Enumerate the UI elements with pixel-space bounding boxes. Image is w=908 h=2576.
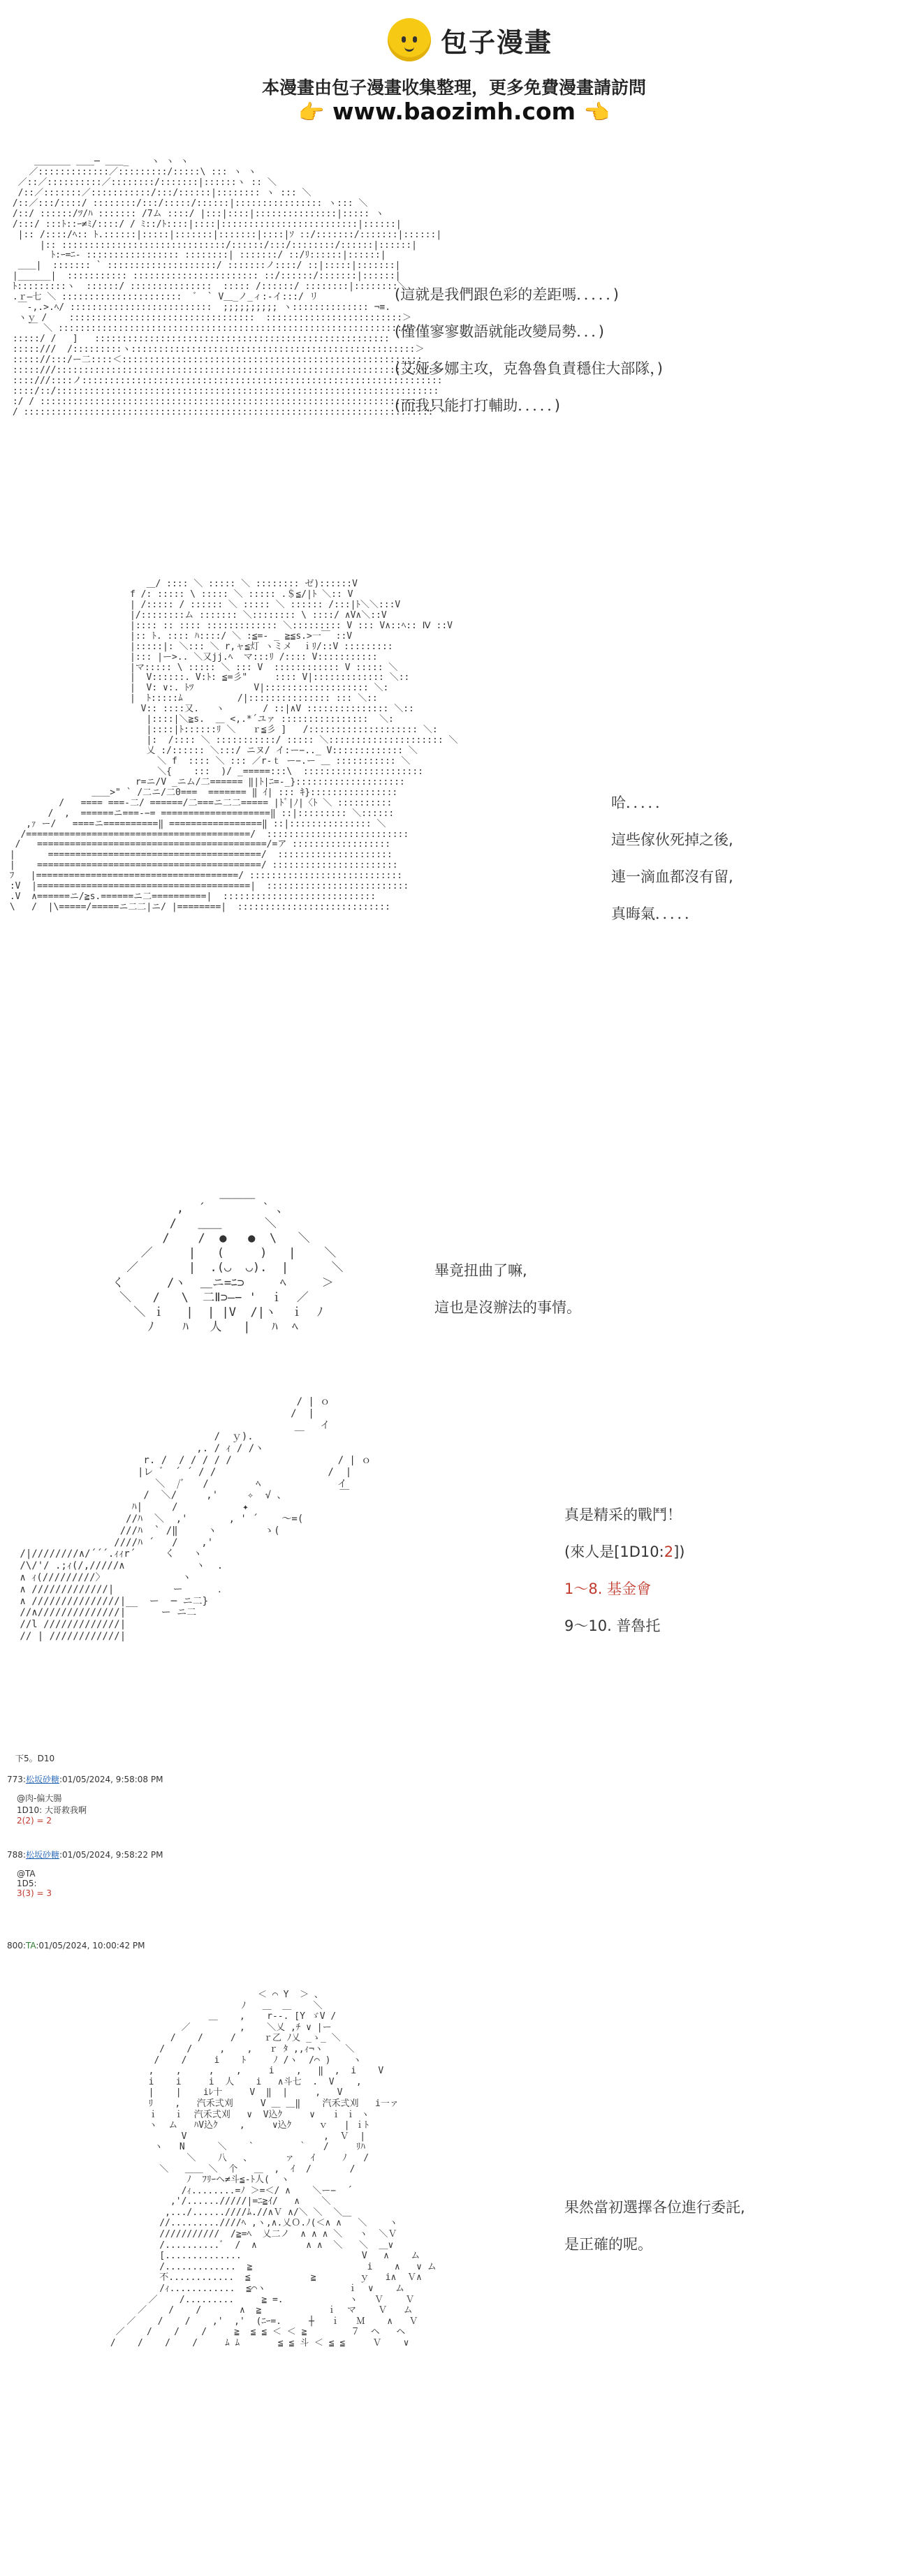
site-banner [0, 0, 908, 133]
dialogue-line [564, 1545, 684, 1560]
bun-face-icon [388, 18, 431, 61]
dialogue-line: 1～8. 基金會 [564, 1581, 652, 1597]
log-time: :01/05/2024, 9:58:22 PM [59, 1850, 163, 1860]
dialogue-panel-1 [395, 288, 663, 413]
dialogue-panel-5 [564, 2200, 745, 2252]
roll-prefix: (來人是[1D10: [564, 1544, 664, 1560]
log-result: 3(3) = 3 [17, 1888, 52, 1898]
dialogue-line: (僅僅寥寥數語就能改變局勢．．．) [395, 323, 604, 340]
log-entry [7, 1849, 163, 1898]
dialogue-line: 9～10. 普魯托 [564, 1618, 661, 1634]
dialogue-line: (這就是我們跟色彩的差距嗎．．．．．) [395, 286, 619, 303]
pointing-left-icon: 👈 [583, 101, 610, 125]
ascii-art-panel-1: ＿＿＿＿ ＿＿─ ＿＿_ ヽ ヽ ヽ ／:::::::::::::／:::::::::/:::::\ ::: ヽ ヽ ／::／::::::::::／::::::::/:::::::|::::::ヽ :: ＼ /::／:::::::／:::::::::::/:::/::::::|:::::::: ヽ ::: ＼ /::／:::/::::/ ::::::::/:::/:::::/::::::|:::::::::::::::: ヽ::: ＼ /::/ ::::::/ﾂ/ﾊ ::::::: /7ム ::::/ |:::|::::|:::::::::::::::|::::: ヽ /:::/ :::ﾄ::ｰ≠ﾐ/::::/ / ﾐ::/ﾄ::::|::::|:::::::::::::::::::::::::|::::::| |:: /::::/ﾍ:: ﾄ.::::::|:::::|:::::::|:::::::|::::|ｿ ::/:::::::/:::::::|::::::| |:: ::::::::::::::::::::::::::::::/::::::/:::/::::::::/::::::|::::::| ﾄ:ｰ=ﾆ- ::::::::::::::::: ::::::::| :::::::/ ::/ﾘ::::::|::::::| ＿＿| ::::::: ` ::::::::::::::::::::/ :::::::ノ::::/ ::|:::::|:::::::| |______| ::::::::::: ::::::::::::::::::::::: ::/::::::/:::::::|::::::| ﾄ:::::::::ヽ ::::::/ ::::::::::::::: ::::: /::::::/ ::::::::|::::::::＼ .ｒ―七 ＼ :::::::::::::::::::::: ゛ ` V＿_ノ_ィ:-イ:::/ リ ￣-,.>.ﾍ/ :::::::::::::::::::::::::: ;;;;;;;;;; ヽ:::::::::::::: ¬≡. ヽｙ / :::::::::::::::::::::::::::::::::: :::::::::::::::::::::::::＞ ￣ ＼ ::::::::::::::::::::::::::::::::::::::::::::::::::::::::::::::::＞ :::::/ / ] :::::::::::::::::::::::::::::::::::::::::::::::::::::: :::::/// /:::::::::ヽ::::::::::::::::::::::::::::::::::::::::::::::::::::＞ ::::://:::/ー二::::＜::::::::::::::::::::::::::::::::::::::::::::::::::::::: :::::///:::::::::::::::::::::::::::::::::::::::::::::::::::::::::::::::::::::＞ ::::///::::ノ:::::::::::::::::::::::::::::::::::::::::::::::::::::::::::::::::: ::::/::/:::::::::::::::::::::::::::::::::::::::::::::::::::::::::::::::::::::: :/ / :::::::::::::::::::::::::::::::::::::::::::::::::::::::::::::::::::::: ヽ / ::::::::::::::::::::::::::::::::::::::::::::::::::::::::::::::::::::::::::: ＾ [12, 156, 448, 417]
dialogue-line: (艾娅多娜主攻，克魯魯負責穩住大部隊，) [395, 360, 663, 377]
dialogue-line: 哈．．．．． [611, 794, 670, 811]
log-body: @TA [17, 1869, 36, 1879]
dialogue-line: 真晦氣．．．．． [611, 905, 699, 922]
log-result: 2(2) = 2 [17, 1816, 52, 1826]
dialogue-line: 畢竟扭曲了嘛, [434, 1262, 527, 1279]
banner-notice: 本漫畫由包子漫畫收集整理，更多免費漫畫請訪問 [261, 77, 646, 98]
ascii-art-panel-4: / | ｏ / | イ / ｙ). ￣ ,. / ｨ / /ヽ r. / / / / / / / | ｏ |レ ゛ ´ ´ / / / | ＼ /ﾞ / ﾍ イ / ＼/ ,' ✧ √ 、 ￣ ﾊ| / ✦ //ﾊ ＼ ,' , ' ´ ～=( ///ﾊ ` /‖ ヽ ゝ( ////ﾊ ´ / ,' /|////////∧/´´´.ｨｨr´ く ヽ /\/'/ .;ｨ(/,/////∧ ヽ . ∧ ｨ(/////////〉 ヽ ∧ /////////////| ー ． ∧ ///////////////|__ ー ─ ニ二} //∧//////////////| ー ニ二 //l /////////////| // | ////////////| [20, 1396, 372, 1642]
roll-value: 2 [664, 1544, 674, 1560]
dialogue-line: 這些傢伙死掉之後, [611, 831, 733, 848]
log-number: 788: [7, 1850, 26, 1860]
site-url-link[interactable]: www.baozimh.com [332, 98, 576, 125]
ascii-art-panel-5: ＜ ⌒ Y ＞ 、 ﾉ ＿ ＿ ＼ ＿ , r--. [Y ゞV / ／ , ＼乂 ,ﾁ ∨ |ー / / / ｒ乙 ﾉ乂 _ゝ_ ＼ / / , , ｒ ﾀ ,,ｨ¬ヽ ＼ / / i ﾄ ﾉ /ヽ /⌒ ) ヽ , , , , i , ‖ , i V i i i 人 i ∧斗七 . V , | | iﾚ十 V ‖ | , V ﾘ , 汽禾弍刈 V ＿ ＿‖ 汽禾弍刈 i一ァ ｉ ｉ 汽禾弍刈 ∨ V込ｸ ∨ ｉ ｉ ヽ ヽ ム ﾊV込ｸ , ∨込ｸ ｖ | ｉﾄ V , Ｖ | ヽ N ＼ ` ｀ / ﾘﾊ ＼ 八 、 ァ ｲ ﾉ / ＼ ＿＿ ＼ 个 ＿ , ｲ / / ﾉ ﾌﾘｰヘ≠斗≦-ﾄ人( ヽ /ｨ........=ﾉ ＞=＜/ ∧ ＼ー− ´ ,'/....../////|=ﾆ≧ｲ/ ∧ ＼ ,.../......////ﾑ.//∧Ｖ ∧/＼ ＼ ＼＿ //.........////ﾍ ,ヽ,∧.乂Ｏ.ﾉ(＜∧ ∧ ＼ ヽ /////////// /≧=ﾍ 乂二ノ ∧ ∧ ∧ ＼ ヽ ＼Ｖ /..........ﾞ / ∧ ∧ ∧ ＼ ＼ ＿∨ [.............. V ∧ ム /............. ≧ i ∧ ∨ ム 不............ ≦ ≧ ｙ i∧ Ｖ∧ /ｨ............ ≦⌒ヽ ｉ ∨ ム ／ /......... ≧ =. ヽ Ｖ Ｖ ／ / / ∧ ≧ ｉ マ Ｖ ム ／ / / ,' ,' (ﾆｰ=. ┼ ｉ Ｍ ∧ Ｖ ／ / / / ≧ ≦ ≦ ＜ ＜ ≧ ７ ヘ ヘ / / / / ﾑ ﾑ ≦ ≦ 斗 ＜ ≦ ≦ Ｖ ∨ [110, 1990, 437, 2348]
log-body: @肉-偏大腸 [17, 1793, 62, 1803]
dialogue-line: (而我只能打打輔助．．．．．) [395, 397, 560, 414]
log-entry [7, 1773, 163, 1826]
banner-url-row[interactable] [0, 98, 908, 125]
log-time: :01/05/2024, 9:58:08 PM [59, 1775, 163, 1784]
dialogue-line: 這也是沒辦法的事情。 [434, 1299, 581, 1316]
dialogue-line: 連一滴血都沒有留, [611, 868, 733, 885]
log-time: :01/05/2024, 10:00:42 PM [36, 1941, 145, 1950]
dialogue-panel-4 [564, 1508, 684, 1634]
log-body: 1D10: 大哥救我啊 [17, 1805, 87, 1815]
log-user-link[interactable]: 松坂砂糖 [25, 1775, 59, 1784]
site-name: 包子漫畫 [441, 27, 553, 58]
panel-note: 下5。D10 [15, 1754, 55, 1763]
roll-suffix: ]) [673, 1544, 685, 1560]
log-number: 800: [7, 1941, 26, 1950]
log-user-link[interactable]: 松坂砂糖 [25, 1850, 59, 1860]
dialogue-panel-2 [611, 796, 733, 921]
dialogue-line: 果然當初選擇各位進行委託, [564, 2199, 745, 2216]
dialogue-line: 真是精采的戰鬥！ [564, 1507, 682, 1523]
log-number: 773: [7, 1775, 26, 1784]
ascii-art-panel-3: ＿＿＿ , ´ ` 、 / ＿＿ ＼ / / ● ● \ ＼ ／ | ( ) | ＼ ／ | .(◡ ◡). | ＼ く /ヽ ＿ニ=ﾆ⊃ ﾍ ＞ ＼ / \ 二Ⅱ⊃—− ' ｉ ／ ＼ ｉ | | |V /|ヽ ｉ ﾉ ﾉ ﾊ 人 | ﾊ ﾍ [112, 1187, 344, 1335]
log-entry [7, 1941, 145, 1950]
dialogue-panel-3 [434, 1264, 581, 1315]
dialogue-line: 是正確的呢。 [564, 2236, 652, 2253]
pointing-right-icon: 👉 [298, 101, 325, 125]
site-logo[interactable] [388, 15, 552, 64]
log-body: 1D5: [17, 1879, 37, 1888]
ascii-art-panel-2: ＿/ :::: ＼ ::::: ＼ :::::::: ゼ)::::::V f /: ::::: \ ::::: ＼ ::::: .＄≦/|ﾄ ＼:: V | /::::: / :::::: ＼ ::::: ＼ :::::: /:::|ﾄ＼＼:::V |/::::::::ム ::::::: ＼:::::::: \ ::::/ ∧V∧＼::V |:::: :: :::: ::::::::::::: ＼::::::::: V ::: V∧::ﾍ:: Ⅳ ::V |:: ﾄ. :::: ﾊ::::/ ＼ :≦=- _ ≧≦s.>一￣ ::V |:::::|: ＼::: ＼ r,ャ≦灯 ヽミメ ｉﾘ/::V ::::::::: |::: |ー>.. ＼又jj.ﾍ マ:::ﾘ /:::: V::::::::::: |マ::::: \ ::::: ＼ ::: V :::::::::::: V ::::: ＼ | V::::::. V:ﾄ: ≦=彡" :::: V|::::::::::::: ＼:: | V: ∨:. ﾄﾂ V|::::::::::::::::::: ＼: | ﾄ:::::ﾑ /|::::::::::::::: ::: ＼:: V:: ::::又. ヽ / ::|∧V ::::::::::::::: ＼:: |::::|＼≧s. ＿ <,.*´ユァ :::::::::::::::: ＼: |::::|ﾄ::::::ﾘ ＼ ｒ≦彡 ] /:::::::::::::::::::: ＼: |: /:::: ＼ :::::::::::/ ::::: ＼::::::::::::::::::::: ＼ 乂 :/:::::: ＼:::/ ニヌ/ イ:ー−.._ V::::::::::::: ＼ ＼ f :::: ＼ ::: ／r-ｔ ー−.ー ＿ ::::::::::: ＼ ＼{ ::: )/ _=====:::\ :::::::::::::::::::::: r=ニ/V _ニム/二====== ‖|ﾄ|ﾆ=-_}:::::::::::::::::::: ＿＿>" ` /二ニ/二0=== ======= ‖ ｲ| ::: ｷ}:::::::::::::::: / ==== ===-二/ ======/二===ニ二二===== |ﾄﾞ|ﾉ|〈ﾄ ＼ :::::::::: / , ======ニ===-−= ====================‖ ::|::::::::: ＼:::::: ,ｧ ー/ ====ニ==========‖ =================‖ ::|::::::::::::::: ＼ /=========================================/ :::::::::::::::::::::::::: / ==========================================/=ア :::::::::::::::::: | =======================================/ ::::::::::::::::::::: | =========================================/ ::::::::::::::::::::::: ﾌ |=====================================/ :::::::::::::::::::::::::::: :V |=======================================| :::::::::::::::::::::::::: .V ∧======ニ/≧s.======ニ二==========| :::::::::::::::::::::::::::: \ / |\=====/=====ニ二二|ニ/ |========| :::::::::::::::::::::::::::: [9, 579, 458, 913]
log-user-link[interactable]: TA [25, 1941, 36, 1950]
